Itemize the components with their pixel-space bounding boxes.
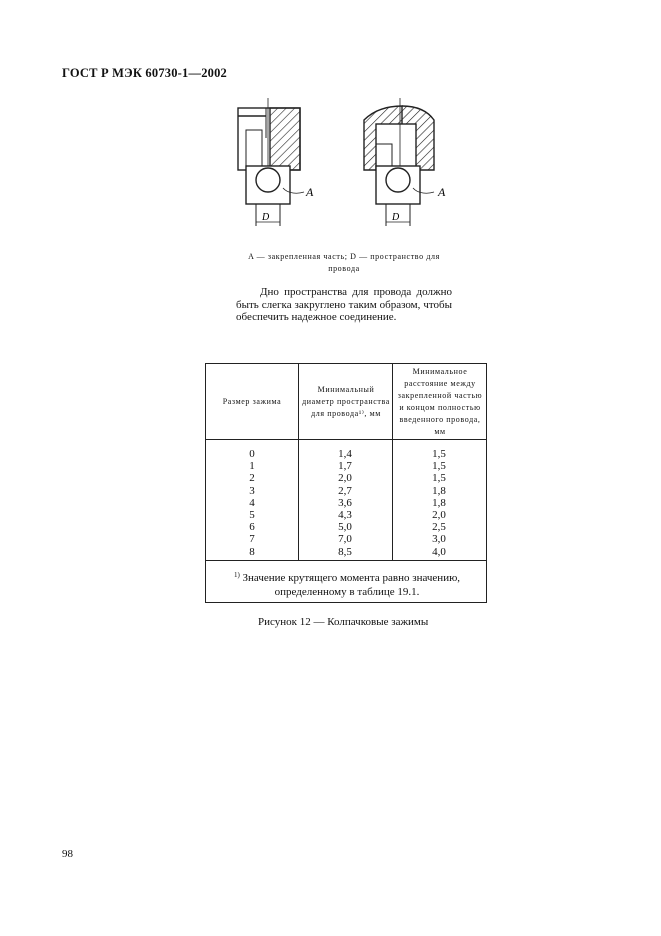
table-cell: 1,5 [432, 472, 446, 485]
table-footnote [206, 568, 488, 599]
table-header-rule [206, 439, 486, 440]
note-paragraph: Дно пространства для провода должно быть слегка закруглено таким образом, чтобы обеспечить надежное соединение. [236, 286, 452, 323]
table-cell: 8,5 [338, 545, 352, 558]
table-cell: 4 [249, 496, 255, 509]
table-cell: 0 [249, 448, 255, 460]
header-terminal-size: Размер зажима [222, 396, 282, 406]
terminal-size-table [205, 363, 487, 603]
figure-legend [224, 251, 464, 275]
table-cell: 1,5 [432, 460, 446, 473]
table-footnote-rule [206, 560, 486, 561]
table-cell: 2,0 [338, 472, 352, 485]
cap-terminal-figure [228, 98, 468, 244]
left-label-a: A [306, 185, 314, 199]
page-number: 98 [62, 848, 73, 860]
table-cell: 7,0 [338, 533, 352, 546]
table-cell: 5,0 [338, 521, 352, 534]
table-cell: 4,0 [432, 545, 446, 558]
table-cell: 2,0 [432, 508, 446, 521]
footnote-text: Значение крутящего момента равно значению, определенному в таблице 19.1. [242, 572, 461, 598]
left-label-d: D [262, 212, 270, 223]
table-cell: 1,5 [432, 448, 446, 460]
table-cell: 3 [249, 484, 255, 497]
table-cell: 2,5 [432, 521, 446, 534]
table-cell: 6 [249, 521, 255, 534]
table-cell: 4,3 [338, 508, 352, 521]
table-cell: 7 [249, 533, 255, 546]
table-cell: 2 [249, 472, 255, 485]
document-header: ГОСТ Р МЭК 60730-1—2002 [62, 66, 227, 80]
left-terminal-drawing [238, 98, 304, 226]
legend-line-2: провода [328, 264, 360, 273]
header-min-diameter: Минимальный диаметр пространства для провода¹⁾, мм [302, 384, 390, 418]
table-cell: 1 [249, 460, 255, 473]
table-cell: 1,7 [338, 460, 352, 473]
column-min-distance [392, 448, 486, 558]
table-cell: 5 [249, 508, 255, 521]
table-cell: 1,4 [338, 448, 352, 460]
legend-line-1: A — закрепленная часть; D — пространство для [248, 252, 440, 261]
column-terminal-size [206, 448, 298, 558]
table-cell: 8 [249, 545, 255, 558]
table-cell: 3,6 [338, 496, 352, 509]
table-cell: 3,0 [432, 533, 446, 546]
figure-caption: Рисунок 12 — Колпачковые зажимы [258, 616, 429, 628]
right-label-a: A [438, 185, 446, 199]
table-cell: 1,8 [432, 484, 446, 497]
table-cell: 2,7 [338, 484, 352, 497]
right-label-d: D [392, 212, 400, 223]
column-min-diameter [298, 448, 392, 558]
footnote-mark: 1) [233, 571, 240, 579]
table-cell: 1,8 [432, 496, 446, 509]
header-min-distance: Минимальное расстояние между закрепленной частью и концом полностью введенного провода, мм [397, 366, 483, 436]
right-terminal-drawing [364, 98, 434, 226]
